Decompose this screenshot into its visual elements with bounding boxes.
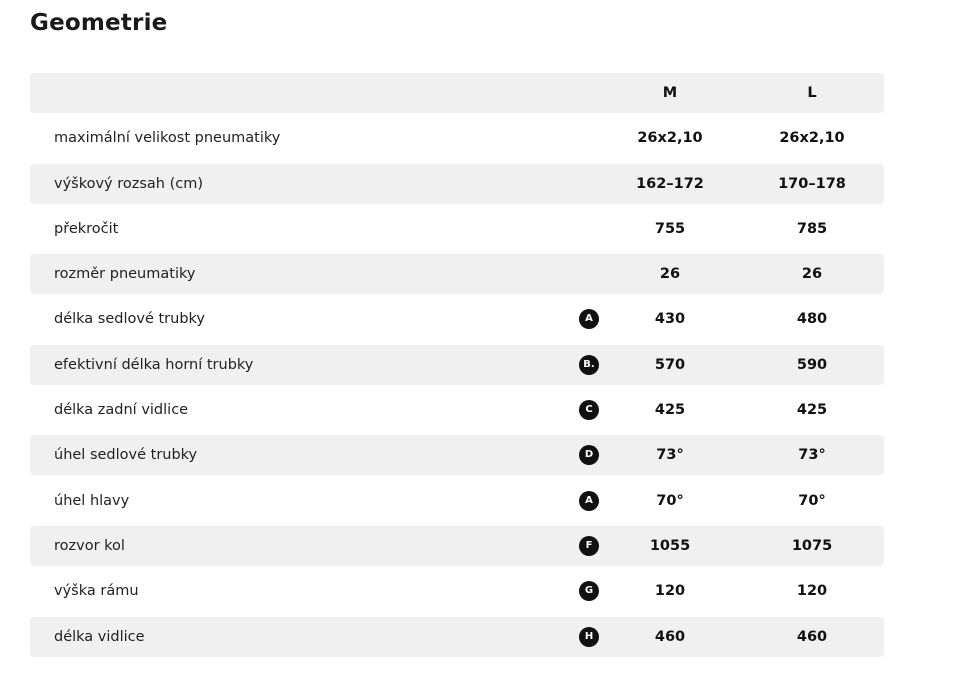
value-m: 460	[654, 628, 686, 645]
row-label: výškový rozsah (cm)	[54, 175, 204, 192]
table-row	[30, 435, 884, 475]
geometry-table	[30, 73, 884, 662]
measurement-badge: C	[579, 400, 599, 420]
column-header-m: M	[662, 85, 678, 101]
row-label: délka sedlové trubky	[54, 311, 205, 328]
value-m: 73°	[656, 447, 684, 464]
table-row	[30, 164, 884, 204]
value-l: 70°	[798, 492, 826, 509]
value-l: 73°	[798, 447, 826, 464]
value-l: 460	[796, 628, 828, 645]
value-l: 785	[796, 220, 828, 237]
measurement-badge: F	[579, 536, 599, 556]
value-m: 26	[659, 266, 681, 283]
measurement-badge: D	[579, 445, 599, 465]
value-m: 425	[654, 402, 686, 419]
value-m: 120	[654, 583, 686, 600]
value-m: 26x2,10	[637, 130, 703, 147]
table-header-row	[30, 73, 884, 113]
row-label: úhel sedlové trubky	[54, 447, 198, 464]
table-row	[30, 526, 884, 566]
table-row	[30, 345, 884, 385]
measurement-badge: G	[579, 581, 599, 601]
value-l: 26x2,10	[779, 130, 845, 147]
table-row	[30, 209, 884, 249]
table-row	[30, 390, 884, 430]
measurement-badge: A	[579, 491, 599, 511]
value-l: 590	[796, 356, 828, 373]
row-label: úhel hlavy	[54, 492, 130, 509]
measurement-badge: H	[579, 627, 599, 647]
value-m: 430	[654, 311, 686, 328]
row-label: rozměr pneumatiky	[54, 266, 196, 283]
row-label: maximální velikost pneumatiky	[54, 130, 281, 147]
value-l: 170–178	[778, 175, 846, 192]
measurement-badge: A	[579, 309, 599, 329]
page-title: Geometrie	[30, 10, 168, 36]
table-row	[30, 617, 884, 657]
table-row	[30, 118, 884, 158]
table-row	[30, 254, 884, 294]
value-l: 26	[801, 266, 823, 283]
measurement-badge: B.	[579, 355, 599, 375]
row-label: efektivní délka horní trubky	[54, 356, 254, 373]
row-label: výška rámu	[54, 583, 139, 600]
value-m: 1055	[649, 537, 691, 554]
value-m: 162–172	[636, 175, 704, 192]
table-row	[30, 299, 884, 339]
value-l: 480	[796, 311, 828, 328]
table-row	[30, 481, 884, 521]
value-l: 120	[796, 583, 828, 600]
row-label: délka vidlice	[54, 628, 145, 645]
value-m: 755	[654, 220, 686, 237]
row-label: překročit	[54, 220, 119, 237]
value-l: 1075	[791, 537, 833, 554]
row-label: rozvor kol	[54, 537, 125, 554]
value-m: 570	[654, 356, 686, 373]
value-l: 425	[796, 402, 828, 419]
value-m: 70°	[656, 492, 684, 509]
table-row	[30, 571, 884, 611]
row-label: délka zadní vidlice	[54, 402, 189, 419]
column-header-l: L	[807, 85, 817, 101]
